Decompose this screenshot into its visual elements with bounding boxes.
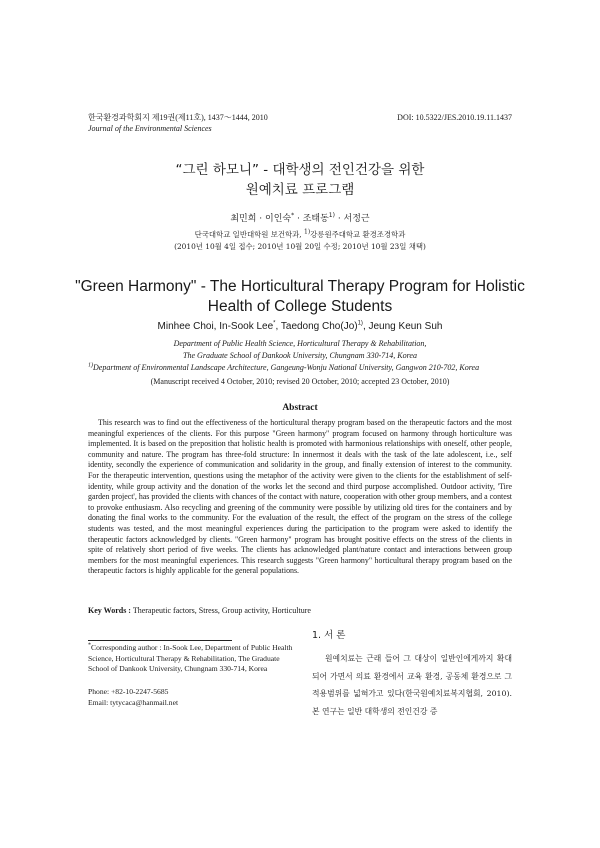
affiliation-en-1-line2: The Graduate School of Dankook University, Chungnam 330-714, Korea — [183, 351, 417, 360]
footnote-phone: Phone: +82-10-2247-5685 — [88, 687, 169, 696]
footnote-email: Email: tytycaca@hanmail.net — [88, 698, 179, 707]
corresponding-author-footnote: *Corresponding author : In-Sook Lee, Department of Public Health Science, Horticultural Therapy & Rehabilitation, The Graduate School of Dankook University, Chungnam 330-714, Korea — [88, 642, 293, 674]
footnote-rule — [88, 640, 232, 641]
intro-paragraph: 원예치료는 근래 들어 그 대상이 일반인에게까지 확대되어 가면서 의료 환경에서 교육 환경, 공동체 환경으로 그 적용범위를 넓혀가고 있다(한국원예치료복지협회, 2010). 본 연구는 일반 대학생의 전인건강 증 — [312, 654, 512, 716]
keywords-text: Therapeutic factors, Stress, Group activity, Horticulture — [130, 606, 311, 615]
authors-kr: 최민희 · 이인숙* · 조태동$^{1)}$ · 서정근 — [230, 212, 370, 224]
dates-en: (Manuscript received 4 October, 2010; revised 20 October, 2010; accepted 23 October, 2010) — [150, 377, 450, 386]
title-en: "Green Harmony" - The Horticultural Therapy Program for Holistic Health of College Students — [75, 278, 525, 315]
affiliation-en-2: $^{1)}$Department of Environmental Landscape Architecture, Gangeung-Wonju National University, Gangwon 210-702, Korea — [88, 362, 480, 372]
journal-name-en: Journal of the Environmental Sciences — [88, 124, 212, 133]
doi: DOI: 10.5322/JES.2010.19.11.1437 — [397, 113, 512, 122]
affiliation-en-1-line1: Department of Public Health Science, Horticultural Therapy & Rehabilitation, — [173, 339, 427, 348]
keywords — [88, 605, 311, 616]
title-kr-line2: 원예치료 프로그램 — [245, 182, 355, 198]
section-heading-intro: 1. 서 론 — [312, 630, 346, 641]
journal-citation-kr: 한국환경과학회지 제19권(제11호), 1437～1444, 2010 — [88, 113, 268, 122]
abstract-body: This research was to find out the effectiveness of the horticultural therapy program based on the therapeutic factors and the most meaningful experiences of the clients. For this purpose "Green harmony" program focused on harmony through horticulture was implemented. It is based on the preposition that holistic health is promoted with harmonious relationships with oneself, other people, community and nature. The program has three-fold structure: In innermost it deals with the task of the late adolescent, i.e., self identity, secondly the experience of communication and solidarity in the group, and finally extension of interest to the community. For the therapeutic intervention, questions using the metaphor of the activity were given to the clients for the establishment of self-identity, while group activity and the donation of the works let the second and third purpose accomplished. Outdoor activity, 'Tire garden project', has provided the clients with chances of the contact with nature, cooperation with other group members, and a contest to provoke enthusiasm. Also recycling and greening of the community were possible by utilizing old tires for the containers and by donating the final works to the community. For the evaluation of the result, the effect of the program on the stress of the college students was tested, and the most meaningful experiences during the participation to the program were asked to identify the therapeutic factors acknowledged by clients. "Green harmony" program has brought positive effects on the stress of the clients in spite of relatively short period of five weeks. The clients has acknowledged plant/nature contact and interactions between group members for the most meaningful experiences. This research suggests "Green harmony" horticultural therapy program based on the therapeutic factors is highly applicable for the general populations. — [88, 418, 512, 576]
keywords-label: Key Words : — [88, 606, 131, 615]
affiliation-kr: 단국대학교 일반대학원 보건학과, $^{1)}$강릉원주대학교 환경조경학과 — [194, 228, 406, 239]
authors-en: Minhee Choi, In-Sook Lee*, Taedong $Cho(Jo)^{1)}$, Jeung Keun Suh — [157, 320, 443, 332]
abstract-heading: Abstract — [282, 403, 318, 413]
title-kr-line1: “그린 하모니” - 대학생의 전인건강을 위한 — [175, 162, 425, 178]
dates-kr: (2010년 10월 4일 접수; 2010년 10월 20일 수정; 2010년 10월 23일 채택) — [174, 242, 426, 251]
